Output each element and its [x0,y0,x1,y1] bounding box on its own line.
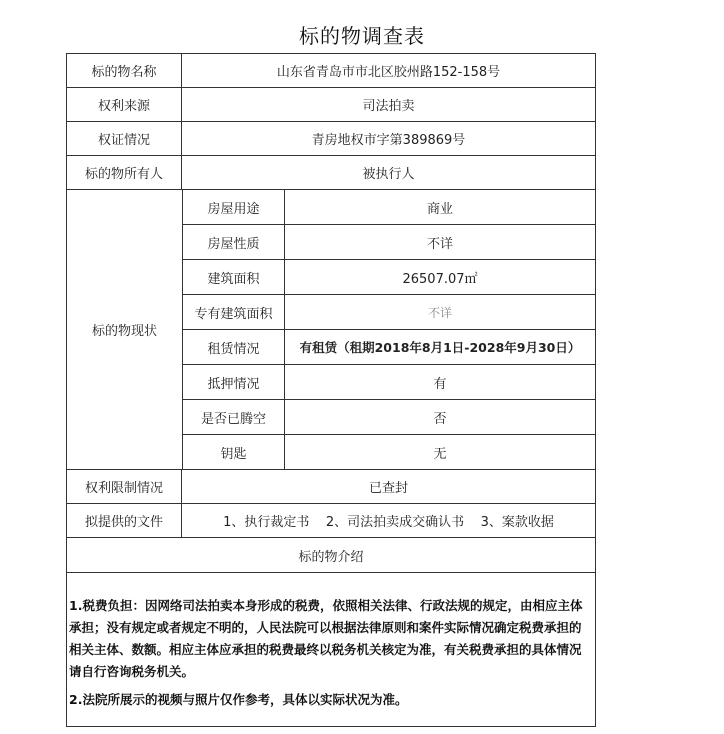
intro-body [67,572,595,727]
status-row-label: 钥匙 [183,435,285,469]
table-row [67,121,595,155]
status-row-label: 房屋性质 [183,225,285,259]
status-row-label: 租赁情况 [183,330,285,364]
status-group [67,189,595,469]
intro-paragraph: 2.法院所展示的视频与照片仅作参考，具体以实际状况为准。 [69,692,408,707]
row-value: 青房地权市字第389869号 [311,133,466,148]
status-row [183,329,595,364]
status-row-label: 建筑面积 [183,260,285,294]
row-value: 山东省青岛市市北区胶州路152-158号 [276,65,501,80]
row-value: 1、执行裁定书 2、司法拍卖成交确认书 3、案款收据 [223,515,554,530]
status-row [183,224,595,259]
table-row [67,53,595,87]
intro-heading: 标的物介绍 [67,537,595,572]
table-bottom-border [66,726,596,727]
status-row-value: 有租赁（租期2018年8月1日-2028年9月30日） [299,340,581,355]
status-row-label: 抵押情况 [183,365,285,399]
status-row-value: 有 [433,376,447,392]
status-row [183,259,595,294]
row-value: 已查封 [368,481,408,496]
row-label: 拟提供的文件 [67,504,182,537]
status-row-label: 是否已腾空 [183,400,285,434]
row-label: 标的物所有人 [67,156,182,189]
status-row-label: 房屋用途 [183,190,285,224]
table-row [67,155,595,189]
status-row-value: 不详 [427,305,452,320]
status-row [183,190,595,224]
status-row-value: 商业 [426,201,453,217]
row-label: 标的物名称 [67,54,182,87]
status-row-label: 专有建筑面积 [183,295,285,329]
status-group-label: 标的物现状 [67,190,183,469]
row-label: 权证情况 [67,122,182,155]
status-items [183,190,595,469]
row-value: 被执行人 [362,167,415,182]
status-row [183,434,595,469]
status-row-value: 不详 [426,236,453,252]
survey-table [66,53,596,727]
page-title: 标的物调查表 [299,24,425,48]
row-value: 司法拍卖 [362,99,415,114]
row-label: 权利来源 [67,88,182,121]
status-row [183,294,595,329]
table-row [67,469,595,503]
intro-paragraph: 1.税费负担：因网络司法拍卖本身形成的税费，依照相关法律、行政法规的规定，由相应主体承担；没有规定或者规定不明的，人民法院可以根据法律原则和案件实际情况确定税费承担的相关主体、数额。相应主体应承担的税费最终以税务机关核定为准，有关税费承担的具体情况请自行咨询税务机关。 [69,598,583,679]
status-row [183,399,595,434]
row-label: 权利限制情况 [67,470,182,503]
table-row [67,503,595,537]
table-row [67,87,595,121]
status-row-value: 无 [433,446,447,462]
status-row [183,364,595,399]
status-row-value: 26507.07㎡ [402,271,478,287]
status-row-value: 否 [433,411,447,427]
